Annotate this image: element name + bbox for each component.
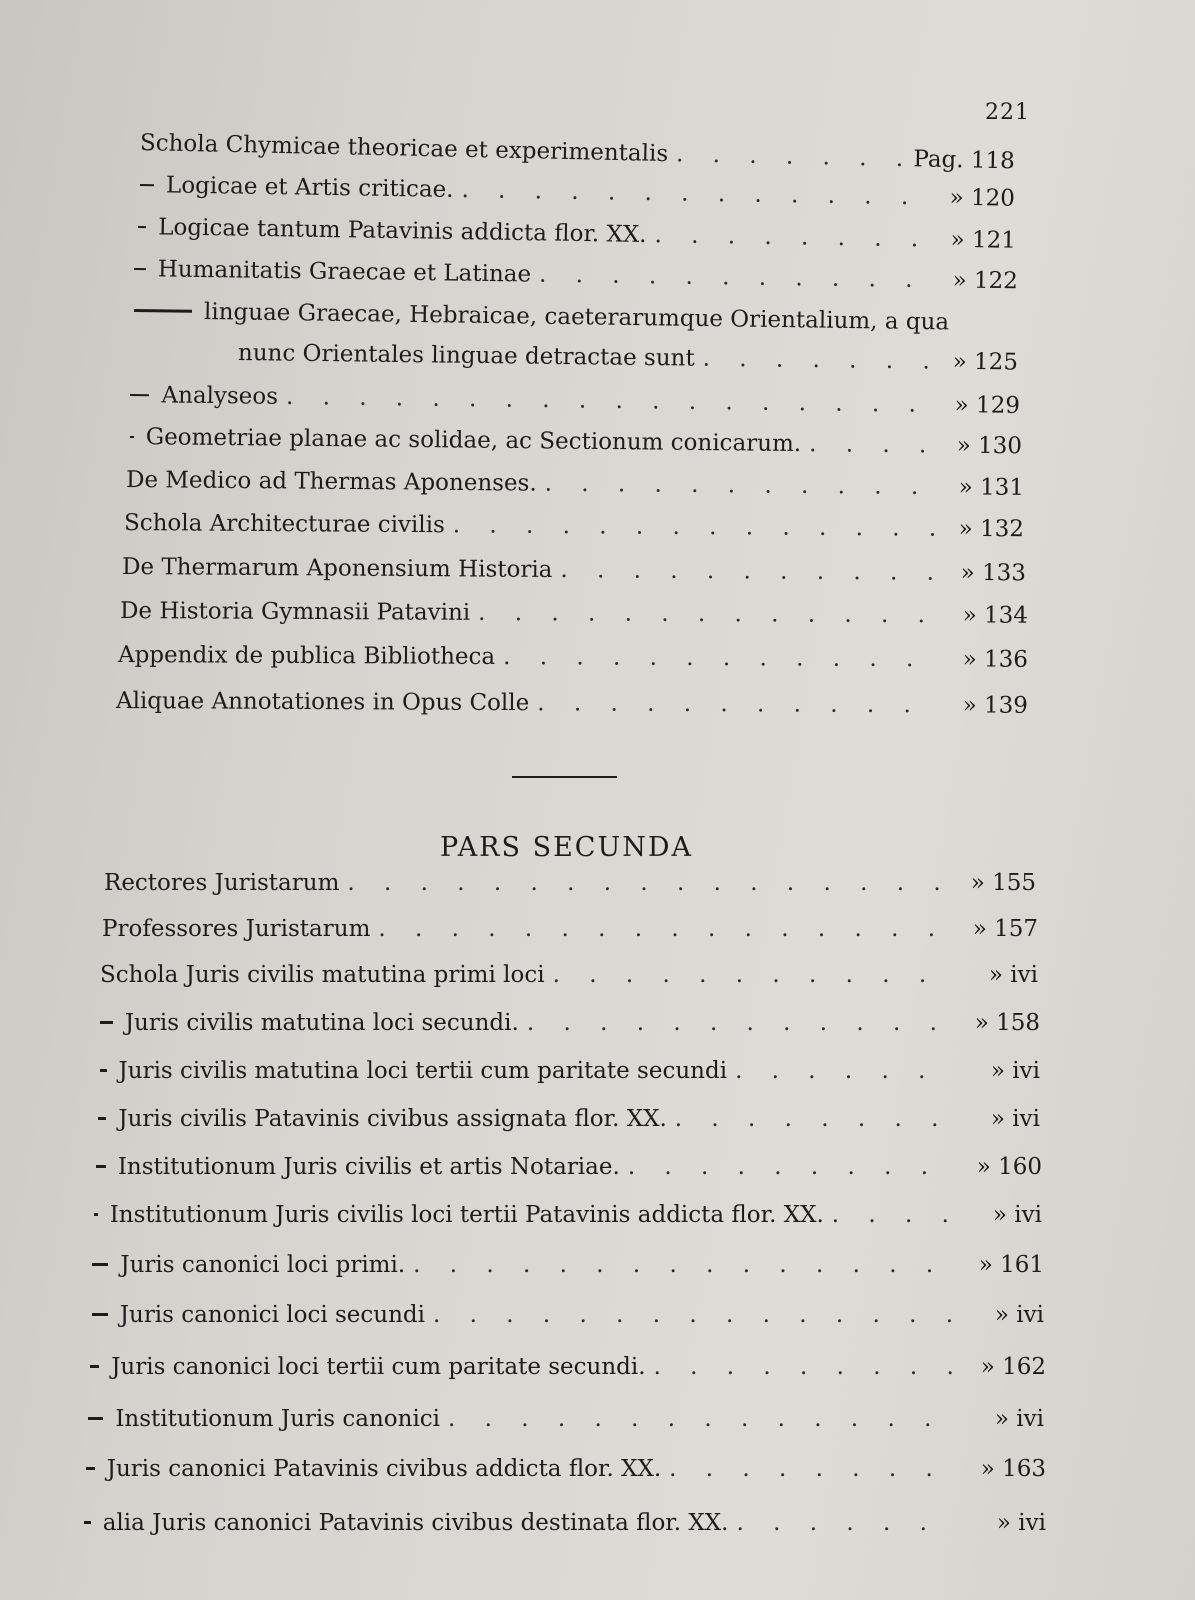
dot-leader <box>654 1354 958 1380</box>
toc-entry-title: Analyseos <box>161 382 279 410</box>
dot-leader <box>478 600 940 628</box>
toc-entry-title: linguae Graecae, Hebraicae, caeterarumque Orientalium, a qua <box>203 298 950 336</box>
toc-entry-title: De Historia Gymnasii Patavini <box>119 598 471 626</box>
ditto-dash <box>100 1069 107 1072</box>
dot-leader <box>537 690 940 718</box>
ditto-dash <box>134 309 192 313</box>
toc-entry <box>100 1010 1040 1036</box>
toc-entry-page: » ivi <box>994 1302 1044 1328</box>
toc-entry-title: Institutionum Juris civilis et artis Notariae. <box>117 1154 620 1180</box>
dot-leader <box>413 1252 956 1278</box>
toc-entry-title: Juris canonici loci primi. <box>120 1252 406 1278</box>
toc-entry-title: Professores Juristarum <box>102 916 371 942</box>
toc-entry-title: Juris civilis Patavinis civibus assignata flor. XX. <box>118 1106 667 1132</box>
dot-leader <box>448 1406 956 1432</box>
toc-entry <box>100 962 1038 988</box>
toc-entry-page: » 162 <box>980 1354 1046 1380</box>
toc-entry-page: » 163 <box>980 1456 1046 1482</box>
toc-entry-title: Logicae et Artis criticae. <box>165 172 454 203</box>
toc-entry <box>104 870 1036 896</box>
ditto-dash <box>98 1117 106 1120</box>
dot-leader <box>736 1510 958 1536</box>
dot-leader <box>654 222 928 252</box>
ditto-dash <box>88 1417 103 1420</box>
toc-entry-continuation <box>238 340 1018 376</box>
toc-entry <box>92 1252 1044 1278</box>
toc-entry-title: Juris civilis matutina loci tertii cum paritate secundi <box>118 1058 728 1084</box>
toc-entry-page: » 160 <box>976 1154 1042 1180</box>
ditto-dash <box>130 436 134 438</box>
toc-entry-title: Geometriae planae ac solidae, ac Sectionum conicarum. <box>145 424 802 458</box>
dot-leader <box>453 512 936 541</box>
section-divider <box>512 776 617 778</box>
toc-entry-page: » 120 <box>949 184 1016 212</box>
ditto-dash <box>138 226 146 228</box>
toc-entry <box>86 1456 1046 1482</box>
toc-entry-title: nunc Orientales linguae detractae sunt <box>237 340 695 372</box>
ditto-dash <box>96 1165 106 1168</box>
ditto-dash <box>84 1521 91 1524</box>
page-number: 221 <box>985 100 1030 125</box>
toc-entry-page: » 157 <box>972 916 1038 942</box>
toc-entry-title: Juris civilis matutina loci secundi. <box>124 1010 519 1036</box>
toc-entry-page: » 121 <box>950 226 1017 254</box>
toc-entry-title: Schola Juris civilis matutina primi loci <box>100 962 545 988</box>
toc-entry-page: » 158 <box>974 1010 1040 1036</box>
dot-leader <box>461 177 927 210</box>
toc-entry-title: Appendix de publica Bibliotheca <box>117 642 496 670</box>
toc-entry-page: Pag. 118 <box>913 146 1016 175</box>
toc-entry-page: » ivi <box>994 1406 1044 1432</box>
toc-entry-page: » ivi <box>990 1106 1040 1132</box>
toc-entry-page: » ivi <box>990 1058 1040 1084</box>
dot-leader <box>347 870 948 896</box>
toc-entry <box>134 298 1018 336</box>
dot-leader <box>503 644 940 672</box>
toc-entry-page: » 136 <box>962 646 1029 673</box>
dot-leader <box>809 431 934 458</box>
toc-entry-page: » ivi <box>988 962 1038 988</box>
toc-entry-title: Juris canonici loci secundi <box>119 1302 426 1328</box>
toc-entry-page: » 122 <box>952 267 1019 295</box>
toc-entry-title: Rectores Juristarum <box>104 870 340 896</box>
toc-entry-title: Humanitatis Graecae et Latinae <box>157 256 532 288</box>
toc-entry-page: » 131 <box>958 474 1025 501</box>
toc-entry <box>96 1154 1042 1180</box>
toc-entry <box>98 1106 1040 1132</box>
toc-entry <box>130 424 1022 459</box>
dot-leader <box>433 1302 956 1328</box>
toc-entry-page: » 132 <box>958 515 1025 543</box>
toc-entry-title: Schola Chymicae theoricae et experimentalis <box>139 130 669 168</box>
toc-entry <box>126 467 1024 501</box>
toc-entry <box>140 172 1015 212</box>
dot-leader <box>378 916 950 942</box>
dot-leader <box>286 384 932 418</box>
dot-leader <box>703 346 931 375</box>
toc-entry-title: Schola Architecturae civilis <box>123 510 445 539</box>
toc-entry <box>140 130 1015 174</box>
toc-entry-page: » 133 <box>960 559 1027 587</box>
toc-entry-page: » 134 <box>962 602 1029 629</box>
toc-entry-title: Institutionum Juris civilis loci tertii Patavinis addicta flor. XX. <box>109 1202 824 1228</box>
dot-leader <box>676 141 906 172</box>
ditto-dash <box>92 1263 108 1266</box>
toc-entry <box>130 382 1020 419</box>
dot-leader <box>832 1202 954 1228</box>
section-heading: PARS SECUNDA <box>440 832 693 863</box>
toc-entry <box>116 688 1028 719</box>
toc-entry <box>100 1058 1040 1084</box>
dot-leader <box>553 962 950 988</box>
toc-entry-title: alia Juris canonici Patavinis civibus destinata flor. XX. <box>102 1510 729 1536</box>
dot-leader <box>545 471 936 500</box>
dot-leader <box>628 1154 954 1180</box>
toc-entry-page: » 130 <box>956 432 1023 460</box>
ditto-dash <box>140 184 154 186</box>
toc-entry <box>90 1354 1046 1380</box>
ditto-dash <box>130 394 150 396</box>
toc-entry-title: Logicae tantum Patavinis addicta flor. XX. <box>158 214 647 248</box>
toc-entry-page: » 125 <box>952 348 1019 376</box>
ditto-dash <box>90 1365 99 1368</box>
ditto-dash <box>94 1213 98 1216</box>
toc-entry <box>102 916 1038 942</box>
toc-entry <box>138 214 1016 254</box>
toc-entry <box>88 1406 1044 1432</box>
ditto-dash <box>92 1313 108 1316</box>
toc-entry-page: » ivi <box>992 1202 1042 1228</box>
toc-entry-page: » 161 <box>978 1252 1044 1278</box>
toc-entry-title: De Thermarum Aponensium Historia <box>121 554 553 584</box>
toc-entry-page: » 155 <box>970 870 1036 896</box>
toc-entry-page: » 139 <box>962 692 1029 719</box>
toc-entry-page: » 129 <box>954 392 1021 419</box>
toc-entry-title: Institutionum Juris canonici <box>115 1406 441 1432</box>
toc-entry-page: » ivi <box>996 1510 1046 1536</box>
toc-entry <box>120 598 1028 629</box>
dot-leader <box>675 1106 952 1132</box>
dot-leader <box>669 1456 958 1482</box>
toc-entry <box>122 554 1026 586</box>
toc-entry <box>94 1202 1042 1228</box>
toc-entry <box>84 1510 1046 1536</box>
toc-entry-title: Juris canonici loci tertii cum paritate secundi. <box>111 1354 646 1380</box>
dot-leader <box>527 1010 952 1036</box>
toc-entry-title: Aliquae Annotationes in Opus Colle <box>115 688 530 717</box>
toc-entry <box>92 1302 1044 1328</box>
dot-leader <box>735 1058 952 1084</box>
ditto-dash <box>86 1467 95 1470</box>
toc-entry <box>134 256 1018 294</box>
toc-entry-title: Juris canonici Patavinis civibus addicta flor. XX. <box>106 1456 662 1482</box>
dot-leader <box>539 262 930 293</box>
toc-entry <box>118 642 1028 673</box>
ditto-dash <box>100 1021 113 1024</box>
dot-leader <box>560 557 938 586</box>
ditto-dash <box>134 268 146 270</box>
toc-entry <box>124 510 1024 542</box>
toc-entry-title: De Medico ad Thermas Aponenses. <box>125 467 537 497</box>
